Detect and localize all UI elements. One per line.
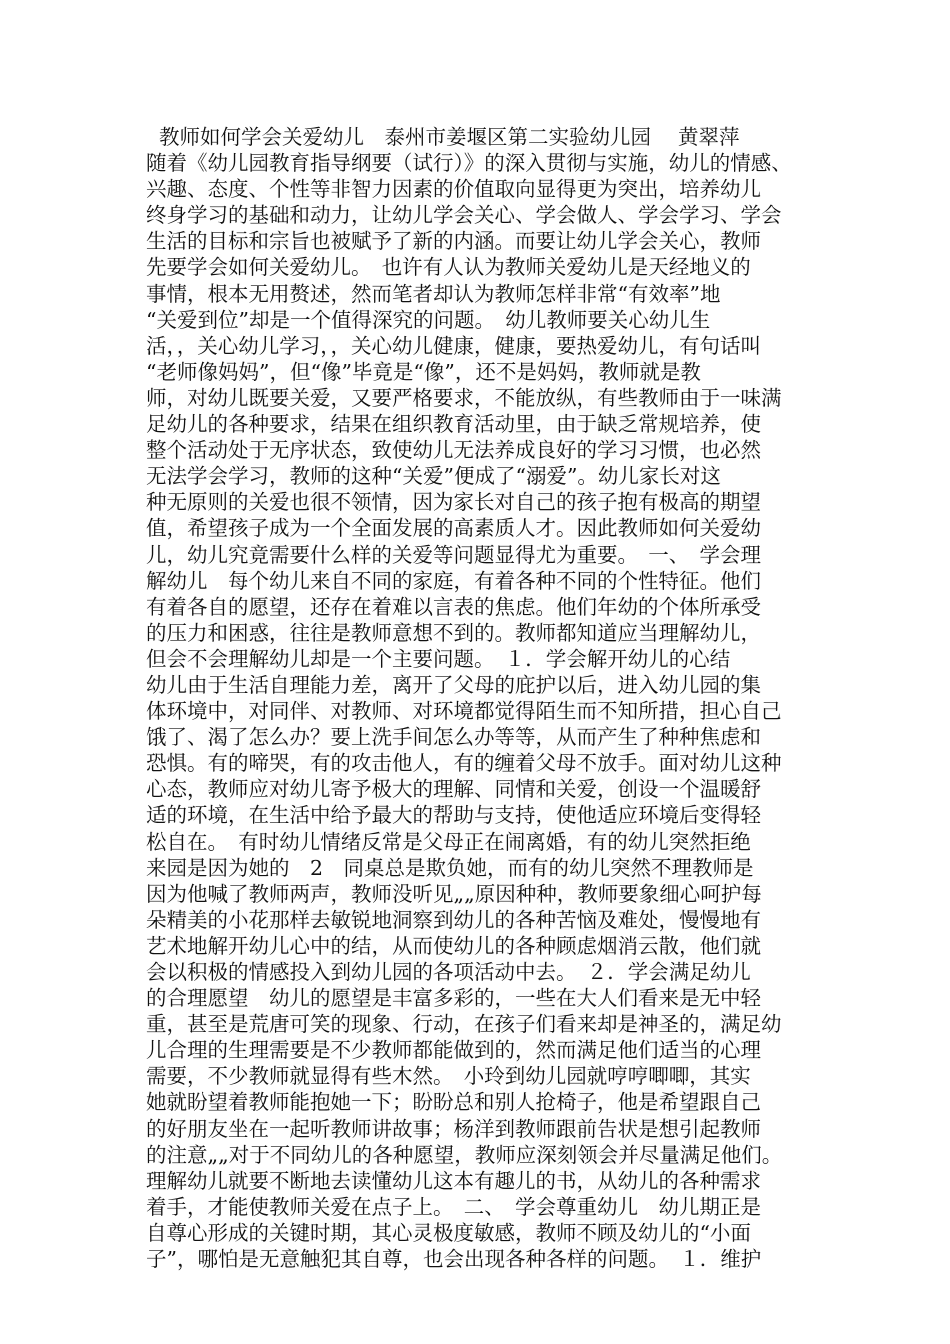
text-line: 足幼儿的各种要求，结果在组织教育活动里，由于缺乏常规培养，使	[146, 412, 761, 437]
text-line: 她就盼望着教师能抱她一下；盼盼总和别人抢椅子，他是希望跟自己	[146, 1090, 761, 1115]
text-line: 先要学会如何关爱幼儿。 也许有人认为教师关爱幼儿是天经地义的	[146, 255, 751, 280]
text-line: 朵精美的小花那样去敏锐地洞察到幼儿的各种苦恼及难处，慢慢地有	[146, 907, 761, 932]
text-line: 种无原则的关爱也很不领情，因为家长对自己的孩子抱有极高的期望	[146, 490, 761, 515]
text-line: “关爱到位”却是一个值得深究的问题。 幼儿教师要关心幼儿生	[146, 307, 711, 332]
text-line: 师，对幼儿既要关爱，又要严格要求，不能放纵，有些教师由于一味满	[146, 385, 782, 410]
text-line: 着手，才能使教师关爱在点子上。 二、 学会尊重幼儿 幼儿期正是	[146, 1194, 761, 1219]
text-line: 体环境中，对同伴、对教师、对环境都觉得陌生而不知所措，担心自己	[146, 699, 782, 724]
document-body	[146, 124, 836, 1272]
text-line: 解幼儿 每个幼儿来自不同的家庭，有着各种不同的个性特征。他们	[146, 568, 761, 593]
text-line: 兴趣、态度、个性等非智力因素的价值取向显得更为突出，培养幼儿	[146, 177, 761, 202]
text-line: 有着各自的愿望，还存在着难以言表的焦虑。他们年幼的个体所承受	[146, 594, 761, 619]
text-line: 会以积极的情感投入到幼儿园的各项活动中去。 ２．学会满足幼儿	[146, 960, 751, 984]
text-line: 恐惧。有的啼哭，有的攻击他人，有的缠着父母不放手。面对幼儿这种	[146, 751, 782, 776]
text-line: 终身学习的基础和动力，让幼儿学会关心、学会做人、学会学习、学会	[146, 203, 782, 228]
text-line: 重，甚至是荒唐可笑的现象、行动，在孩子们看来却是神圣的，满足幼	[146, 1012, 782, 1037]
text-line: “老师像妈妈”，但“像”毕竟是“像”，还不是妈妈，教师就是教	[146, 359, 701, 384]
text-line: 心态，教师应对幼儿寄予极大的理解、同情和关爱，创设一个温暖舒	[146, 777, 761, 802]
text-line: 儿，幼儿究竟需要什么样的关爱等问题显得尤为重要。 一、 学会理	[146, 542, 761, 567]
text-line: 来园是因为她的 2 同桌总是欺负她，而有的幼儿突然不理教师是	[146, 855, 754, 880]
text-line: 因为他喊了教师两声，教师没听见„„原因种种，教师要象细心呵护每	[146, 881, 762, 906]
text-line: 的注意„„对于不同幼儿的各种愿望，教师应深刻领会并尽量满足他们。	[146, 1142, 783, 1167]
text-line: 艺术地解开幼儿心中的结，从而使幼儿的各种顾虑烟消云散，他们就	[146, 933, 761, 958]
text-line: 的压力和困惑，往往是教师意想不到的。教师都知道应当理解幼儿，	[146, 620, 761, 645]
text-line: 适的环境，在生活中给予最大的帮助与支持，使他适应环境后变得轻	[146, 803, 761, 828]
text-line: 的好朋友坐在一起听教师讲故事；杨洋到教师跟前告状是想引起教师	[146, 1116, 761, 1141]
text-line: 无法学会学习，教师的这种“关爱”便成了“溺爱”。幼儿家长对这	[146, 464, 721, 489]
text-line: 的合理愿望 幼儿的愿望是丰富多彩的，一些在大人们看来是无中轻	[146, 986, 761, 1011]
text-line: 生活的目标和宗旨也被赋予了新的内涵。而要让幼儿学会关心，教师	[146, 229, 761, 254]
text-line: 随着《幼儿园教育指导纲要（试行）》的深入贯彻与实施，幼儿的情感、	[146, 151, 792, 176]
text-line: 松自在。 有时幼儿情绪反常是父母正在闹离婚，有的幼儿突然拒绝	[146, 829, 751, 854]
text-line: 儿合理的生理需要是不少教师都能做到的，然而满足他们适当的心理	[146, 1038, 761, 1063]
text-line: 子”，哪怕是无意触犯其自尊，也会出现各种各样的问题。 １．维护	[146, 1247, 762, 1272]
text-line: 幼儿由于生活自理能力差，离开了父母的庇护以后，进入幼儿园的集	[146, 672, 761, 697]
text-line: 需要，不少教师就显得有些木然。 小玲到幼儿园就哼哼唧唧，其实	[146, 1064, 751, 1089]
text-line: 活，，关心幼儿学习，，关心幼儿健康，健康，要热爱幼儿，有句话叫	[146, 333, 761, 358]
text-line: 事情，根本无用赘述，然而笔者却认为教师怎样非常“有效率”地	[146, 281, 721, 306]
text-line: 但会不会理解幼儿却是一个主要问题。 １．学会解开幼儿的心结	[146, 646, 731, 671]
text-line: 整个活动处于无序状态，致使幼儿无法养成良好的学习习惯，也必然	[146, 438, 761, 463]
text-line: 值，希望孩子成为一个全面发展的高素质人才。因此教师如何关爱幼	[146, 516, 761, 541]
text-line: 理解幼儿就要不断地去读懂幼儿这本有趣儿的书，从幼儿的各种需求	[146, 1168, 761, 1193]
text-line: 饿了、渴了怎么办？要上洗手间怎么办等等，从而产生了种种焦虑和	[146, 725, 761, 750]
text-line: 自尊心形成的关键时期，其心灵极度敏感，教师不顾及幼儿的“小面	[146, 1220, 751, 1245]
text-line: 教师如何学会关爱幼儿 泰州市姜堰区第二实验幼儿园 黄翠萍	[146, 125, 740, 149]
